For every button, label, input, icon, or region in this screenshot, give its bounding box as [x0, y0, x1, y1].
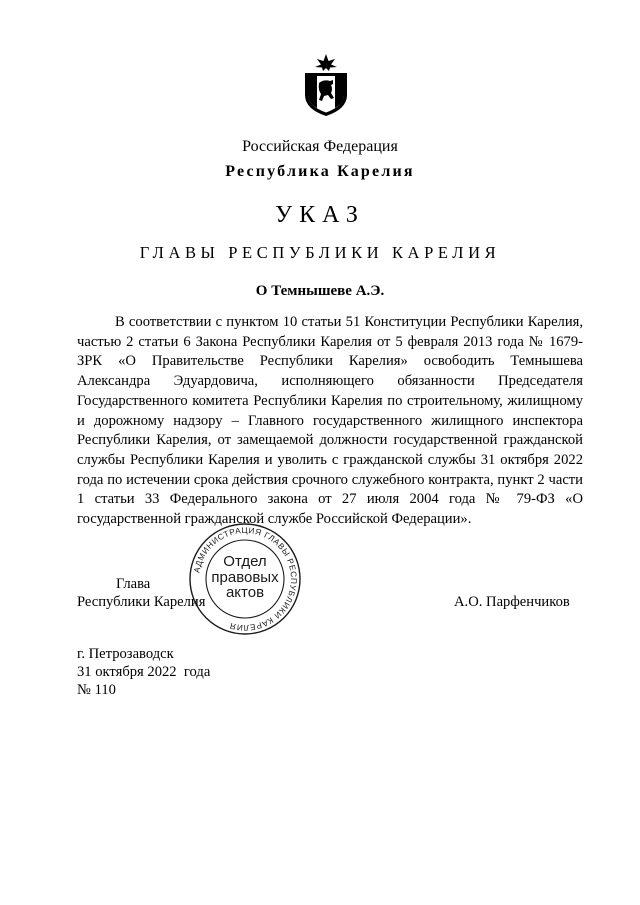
signer-title-line2: Республики Карелия — [77, 594, 206, 610]
stamp-line-3: актов — [225, 584, 265, 601]
document-issuer: ГЛАВЫ РЕСПУБЛИКИ КАРЕЛИЯ — [139, 243, 501, 262]
country-name: Российская Федерация — [242, 138, 398, 155]
republic-name: Республика Карелия — [225, 163, 415, 180]
document-subject: О Темнышеве А.Э. — [255, 283, 385, 299]
stamp-line-2: правовых — [211, 569, 279, 586]
stamp-ring-text: АДМИНИСТРАЦИЯ ГЛАВЫ РЕСПУБЛИКИ КАРЕЛИЯ — [192, 525, 299, 633]
decree-body: В соответствии с пунктом 10 статьи 51 Конституции Республики Карелия, частью 2 статьи 6 Закона Республики Карелия от 5 февраля 2013 года № 1679-ЗРК «О Правительстве Республики Карелия» освободить Темнышева Александра Эдуардовича, исполняющего обязанности Председателя Государственного комитета Республики Карелия по строительному, жилищному и дорожному надзору – Главного государственного жилищного инспектора Республики Карелия, от замещаемой должности государственной гражданской службы Республики Карелия и уволить с гражданской службы 31 октября 2022 года по истечении срока действия срочного служебного контракта, пункт 2 части 1 статьи 33 Федерального закона от 27 июля 2004 года № 79-ФЗ «О государственной гражданской службе Российской Федерации». — [77, 314, 583, 528]
document-type: УКАЗ — [275, 202, 365, 228]
stamp-line-1: Отдел — [223, 553, 267, 570]
document-number: № 110 — [77, 682, 116, 698]
signer-name: А.О. Парфенчиков — [454, 594, 570, 610]
karelia-coat-of-arms-icon — [300, 53, 352, 117]
issue-date: 31 октября 2022 года — [77, 664, 211, 680]
issue-place: г. Петрозаводск — [77, 646, 174, 662]
signer-title-line1: Глава — [116, 576, 151, 592]
